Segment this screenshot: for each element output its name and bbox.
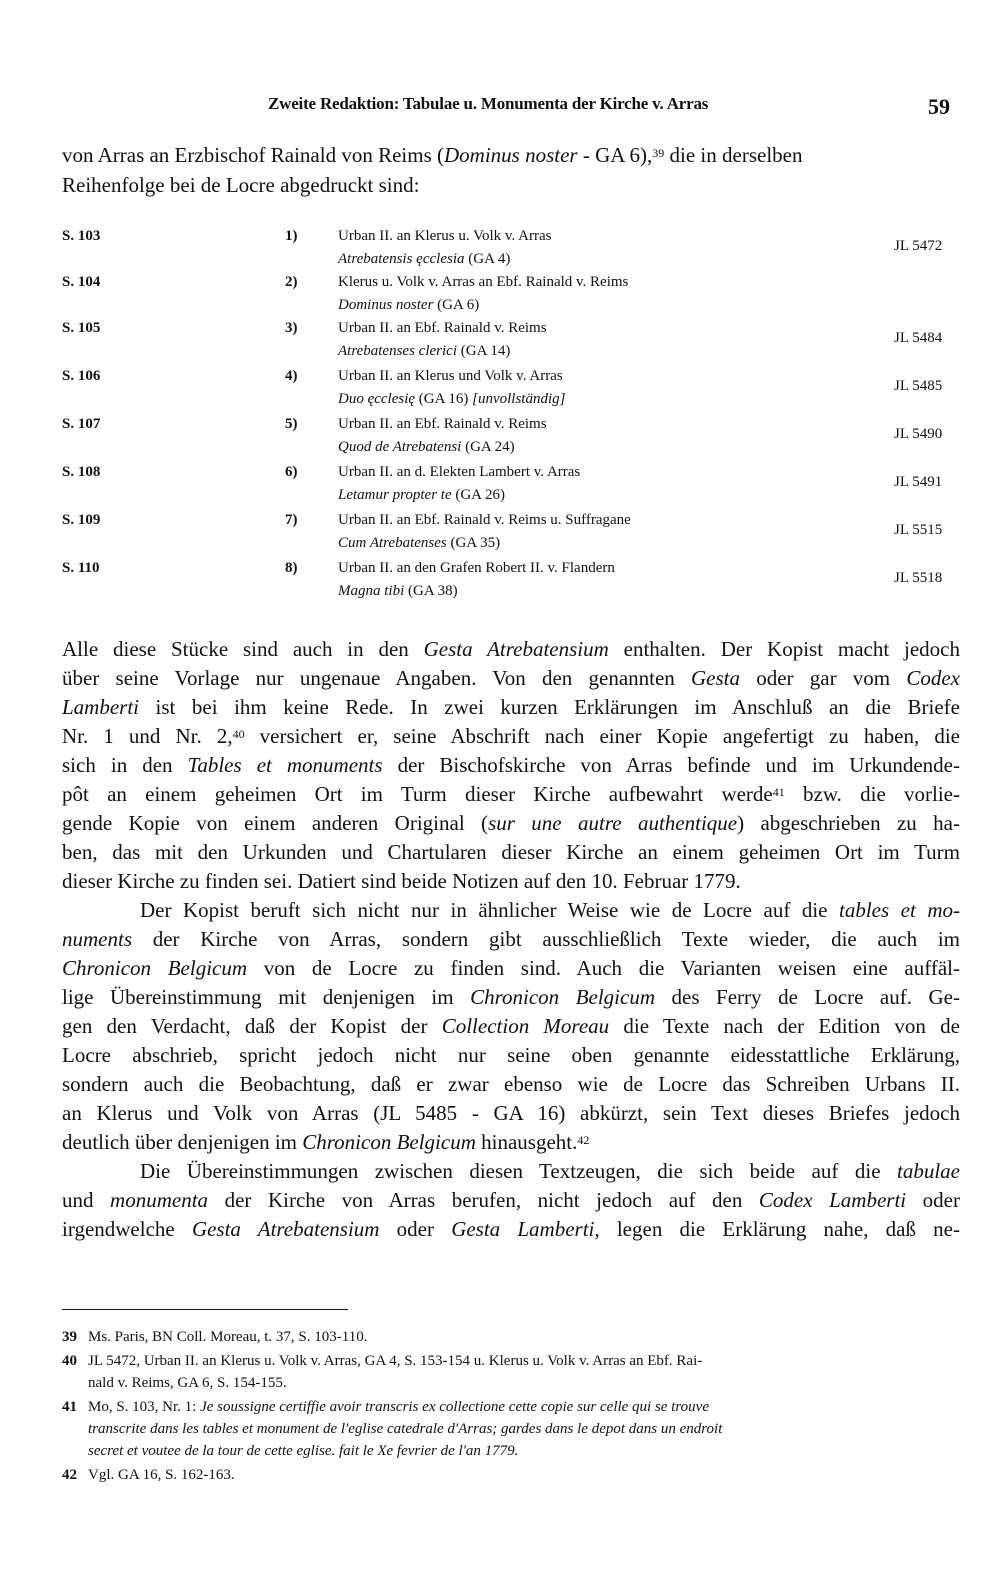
footnote-separator: [62, 1309, 348, 1310]
entry-incipit: Cum Atrebatenses (GA 35): [338, 535, 501, 551]
text-line: an Klerus und Volk von Arras (JL 5485 - GA 16) abkürzt, sein Text dieses Briefes jedoch: [62, 1101, 960, 1125]
text-line: sondern auch die Beobachtung, daß er zwar ebenso wie de Locre das Schreiben Urbans II.: [62, 1072, 960, 1096]
jl-number: JL 5491: [894, 474, 943, 490]
text-line: pôt an einem geheimen Ort im Turm dieser Kirche aufbewahrt werde$^{41}$ bzw. die vorlie-: [62, 782, 960, 806]
footnote-ref-42: 42: [577, 1133, 590, 1147]
entry-number: 1): [285, 228, 298, 244]
page-reference: S. 108: [62, 464, 101, 480]
text-line: gen den Verdacht, daß der Kopist der Collection Moreau die Texte nach der Edition von de: [62, 1014, 960, 1038]
entry-incipit: Letamur propter te (GA 26): [338, 487, 505, 503]
footnote-number: 40: [62, 1353, 77, 1369]
body-text: [62, 635, 960, 1244]
text-line: deutlich über denjenigen im Chronicon Belgicum hinausgeht.$^{42}$: [62, 1130, 590, 1154]
entry-title: Urban II. an den Grafen Robert II. v. Flandern: [338, 560, 615, 576]
entry-incipit: Duo ęcclesię (GA 16) [unvollständig]: [338, 391, 566, 407]
text-line: Die Übereinstimmungen zwischen diesen Textzeugen, die sich beide auf die tabulae: [140, 1159, 960, 1183]
text-line: Der Kopist beruft sich nicht nur in ähnlicher Weise wie de Locre auf die tables et mo-: [140, 898, 960, 922]
jl-number: JL 5472: [894, 238, 943, 254]
text-line: ben, das mit den Urkunden und Chartularen dieser Kirche an einem geheimen Ort im Turm: [62, 840, 960, 864]
page-reference: S. 106: [62, 368, 101, 384]
text-line: Lamberti ist bei ihm keine Rede. In zwei kurzen Erklärungen im Anschluß an die Briefe: [62, 695, 960, 719]
page-reference: S. 110: [62, 560, 100, 576]
page-reference: S. 109: [62, 512, 101, 528]
running-head: Zweite Redaktion: Tabulae u. Monumenta der Kirche v. Arras: [268, 94, 709, 113]
entry-title: Urban II. an Klerus u. Volk v. Arras: [338, 228, 552, 244]
jl-number: JL 5484: [894, 330, 943, 346]
list-entry: [62, 274, 962, 320]
text-line: irgendwelche Gesta Atrebatensium oder Gesta Lamberti, legen die Erklärung nahe, daß ne-: [62, 1217, 960, 1241]
entry-number: 3): [285, 320, 298, 336]
page-reference: S. 105: [62, 320, 101, 336]
entry-incipit: Magna tibi (GA 38): [338, 583, 458, 599]
footnote-number: 41: [62, 1399, 77, 1415]
list-entry: [62, 464, 962, 510]
intro-paragraph: [62, 140, 962, 200]
entry-title: Urban II. an Ebf. Rainald v. Reims: [338, 320, 547, 336]
text-line: sich in den Tables et monuments der Bischofskirche von Arras befinde und im Urkundende-: [62, 753, 960, 777]
page-reference: S. 104: [62, 274, 101, 290]
page-reference: S. 103: [62, 228, 101, 244]
page-number: 59: [928, 94, 950, 119]
footnote-ref-40: 40: [232, 727, 245, 741]
entry-number: 4): [285, 368, 298, 384]
entry-incipit: Atrebatensis ęcclesia (GA 4): [338, 251, 511, 267]
text-line: dieser Kirche zu finden sei. Datiert sind beide Notizen auf den 10. Februar 1779.: [62, 869, 741, 893]
footnote-text: JL 5472, Urban II. an Klerus u. Volk v. Arras, GA 4, S. 153-154 u. Klerus u. Volk v. Arras an Ebf. Rai-: [88, 1353, 703, 1369]
entry-number: 7): [285, 512, 298, 528]
text-line: Locre abschrieb, spricht jedoch nicht nur seine oben genannte eidesstattliche Erklärung,: [62, 1043, 960, 1067]
footnote-text: nald v. Reims, GA 6, S. 154-155.: [88, 1375, 287, 1391]
text-line: gende Kopie von einem anderen Original (sur une autre authentique) abgeschrieben zu ha-: [62, 811, 960, 835]
text-line: Chronicon Belgicum von de Locre zu finden sind. Auch die Varianten weisen eine auffäl-: [62, 956, 960, 980]
footnote-text: Ms. Paris, BN Coll. Moreau, t. 37, S. 103-110.: [88, 1329, 368, 1345]
footnote-ref-39: 39: [652, 146, 665, 160]
list-entry: [62, 512, 962, 558]
entry-title: Urban II. an d. Elekten Lambert v. Arras: [338, 464, 581, 480]
intro-line: von Arras an Erzbischof Rainald von Reims (Dominus noster - GA 6),$^{39}$ die in derselben: [62, 143, 803, 167]
entry-incipit: Atrebatenses clerici (GA 14): [338, 343, 511, 359]
footnote-42: [62, 1464, 960, 1486]
text-line: und monumenta der Kirche von Arras berufen, nicht jedoch auf den Codex Lamberti oder: [62, 1188, 960, 1212]
footnote-text: Vgl. GA 16, S. 162-163.: [88, 1467, 235, 1483]
footnote-text: Mo, S. 103, Nr. 1: Je soussigne certiffie avoir transcris ex collectione cette copie sur celle qui se trouve: [88, 1399, 709, 1415]
page-reference: S. 107: [62, 416, 101, 432]
jl-number: JL 5490: [894, 426, 943, 442]
text-line: Alle diese Stücke sind auch in den Gesta Atrebatensium enthalten. Der Kopist macht jedoch: [62, 637, 960, 661]
list-entry: [62, 416, 962, 462]
jl-number: JL 5485: [894, 378, 943, 394]
text-line: Nr. 1 und Nr. 2,40 versichert er, seine Abschrift nach einer Kopie angefertigt zu haben, die: [62, 724, 960, 748]
entry-title: Urban II. an Ebf. Rainald v. Reims u. Suffragane: [338, 512, 631, 528]
entry-incipit: Quod de Atrebatensi (GA 24): [338, 439, 515, 455]
entry-number: 2): [285, 274, 298, 290]
text-line: lige Übereinstimmung mit denjenigen im Chronicon Belgicum des Ferry de Locre auf. Ge-: [62, 985, 960, 1009]
entry-title: Urban II. an Ebf. Rainald v. Reims: [338, 416, 547, 432]
list-entry: [62, 368, 962, 414]
footnote-text: transcrite dans les tables et monument de l'eglise catedrale d'Arras; gardes dans le depot dans un endroit: [88, 1421, 723, 1437]
list-entry: [62, 228, 962, 274]
list-entry: [62, 320, 962, 366]
jl-number: JL 5518: [894, 570, 943, 586]
footnote-41: [62, 1396, 960, 1462]
entry-incipit: Dominus noster (GA 6): [338, 297, 480, 313]
footnote-ref-41: 41: [772, 785, 785, 799]
footnote-39: [62, 1326, 960, 1348]
footnote-number: 39: [62, 1329, 77, 1345]
text-line: numents der Kirche von Arras, sondern gibt ausschließlich Texte wieder, die auch im: [62, 927, 960, 951]
entry-title: Urban II. an Klerus und Volk v. Arras: [338, 368, 563, 384]
footnote-40: [62, 1350, 960, 1394]
intro-line: Reihenfolge bei de Locre abgedruckt sind:: [62, 173, 420, 197]
entry-number: 6): [285, 464, 298, 480]
entry-number: 8): [285, 560, 298, 576]
entry-title: Klerus u. Volk v. Arras an Ebf. Rainald v. Reims: [338, 274, 629, 290]
list-entry: [62, 560, 962, 606]
text-line: über seine Vorlage nur ungenaue Angaben. Von den genannten Gesta oder gar vom Codex: [62, 666, 960, 690]
footnote-text: secret et voutee de la tour de cette eglise. fait le Xe fevrier de l'an 1779.: [88, 1443, 519, 1459]
entry-number: 5): [285, 416, 298, 432]
jl-number: JL 5515: [894, 522, 943, 538]
footnotes: [62, 1326, 960, 1488]
footnote-number: 42: [62, 1467, 77, 1483]
